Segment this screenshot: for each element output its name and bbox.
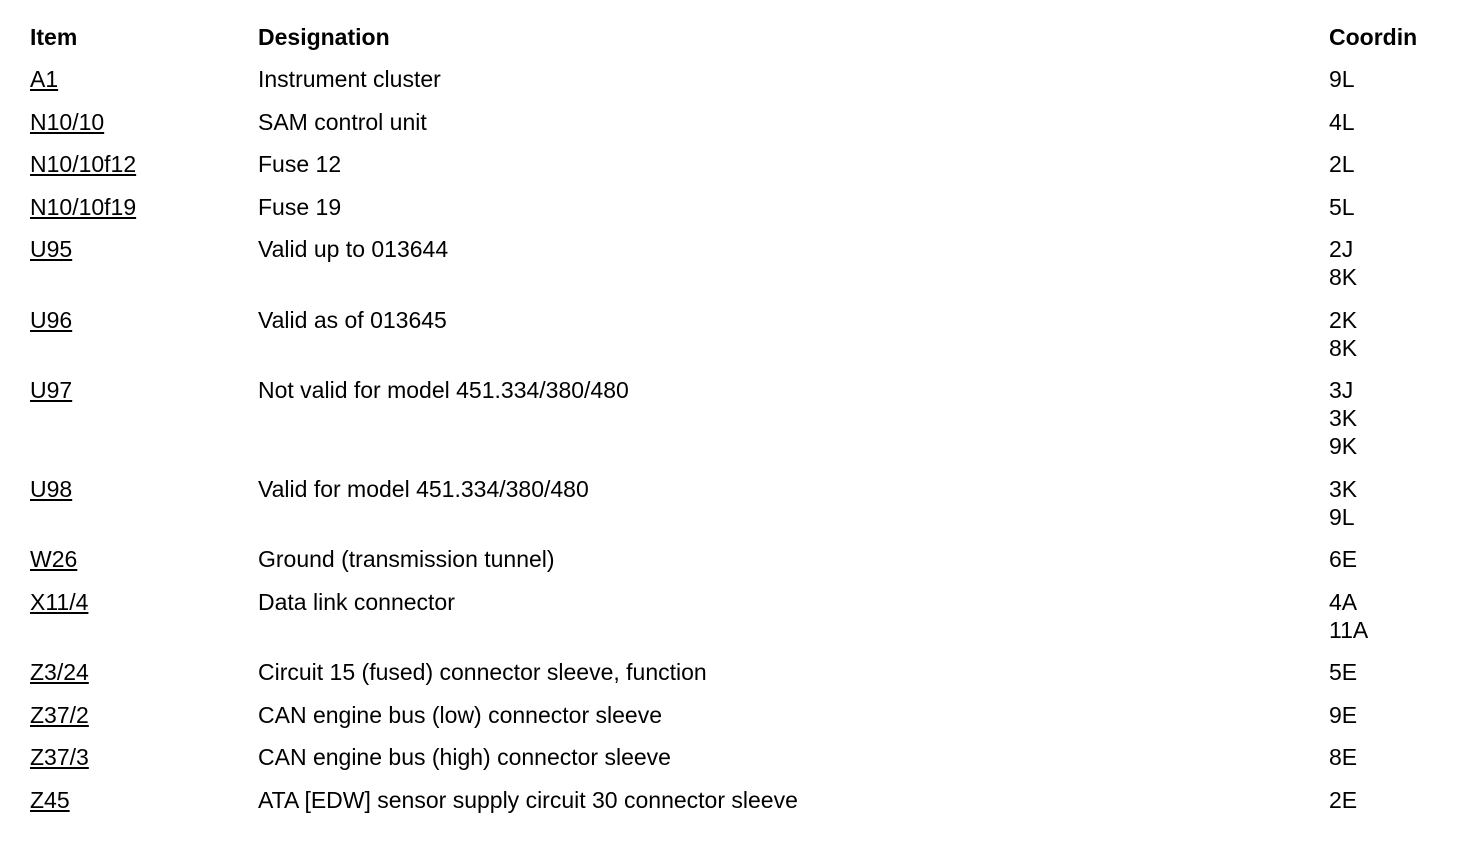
header-designation: Designation <box>258 24 390 50</box>
coordinate-value: 2J <box>1329 236 1354 262</box>
item-link[interactable]: U97 <box>30 377 73 403</box>
coordinates-cell <box>1329 235 1472 306</box>
coordinates-cell <box>1329 588 1472 659</box>
coordinates-cell <box>1329 701 1472 744</box>
table-row <box>30 588 1472 659</box>
coordinate-value: 9K <box>1329 433 1358 459</box>
item-link[interactable]: X11/4 <box>30 588 89 615</box>
item-cell <box>30 150 258 193</box>
designation-cell: Not valid for model 451.334/380/480 <box>258 377 629 403</box>
table-row <box>30 235 1472 306</box>
coordinate-value: 4L <box>1329 108 1355 135</box>
table-row <box>30 701 1472 744</box>
coordinates-cell <box>1329 193 1472 236</box>
item-link[interactable]: N10/10 <box>30 108 105 135</box>
coordinate-value: 9L <box>1329 66 1355 92</box>
table-row <box>30 193 1472 236</box>
item-cell <box>30 475 258 546</box>
designation-cell: ATA [EDW] sensor supply circuit 30 connector sleeve <box>258 786 798 813</box>
table-row <box>30 786 1472 829</box>
coordinate-value: 8E <box>1329 744 1358 770</box>
item-cell <box>30 376 258 475</box>
item-cell <box>30 545 258 588</box>
coordinate-value: 9L <box>1329 503 1355 530</box>
header-coordinates: Coordin <box>1329 24 1418 50</box>
item-cell <box>30 235 258 306</box>
coordinates-cell <box>1329 65 1472 108</box>
item-cell <box>30 65 258 108</box>
table-header <box>30 22 1472 65</box>
designation-cell: CAN engine bus (high) connector sleeve <box>258 744 671 770</box>
coordinate-value: 2E <box>1329 786 1358 813</box>
coordinates-cell <box>1329 545 1472 588</box>
table-row <box>30 658 1472 701</box>
table-row <box>30 545 1472 588</box>
coordinate-value: 2L <box>1329 151 1355 177</box>
designation-cell: Fuse 12 <box>258 151 342 177</box>
item-cell <box>30 743 258 786</box>
item-cell <box>30 701 258 744</box>
item-cell <box>30 193 258 236</box>
item-link[interactable]: N10/10f19 <box>30 193 137 220</box>
item-cell <box>30 108 258 151</box>
coordinate-value: 3J <box>1329 377 1354 403</box>
coordinate-value: 5E <box>1329 659 1358 685</box>
designation-cell: Circuit 15 (fused) connector sleeve, function <box>258 659 707 685</box>
coordinates-cell <box>1329 150 1472 193</box>
table-row <box>30 150 1472 193</box>
coordinate-value: 3K <box>1329 405 1358 431</box>
table-row <box>30 65 1472 108</box>
designation-cell: Valid for model 451.334/380/480 <box>258 475 589 502</box>
item-link[interactable]: W26 <box>30 546 78 572</box>
item-cell <box>30 658 258 701</box>
designation-cell: CAN engine bus (low) connector sleeve <box>258 701 662 728</box>
designation-cell: Valid as of 013645 <box>258 306 447 333</box>
coordinate-value: 6E <box>1329 546 1358 572</box>
coordinate-value: 9E <box>1329 701 1358 728</box>
item-link[interactable]: N10/10f12 <box>30 151 137 177</box>
coordinate-value: 3K <box>1329 475 1358 502</box>
coordinate-value: 4A <box>1329 588 1358 615</box>
item-link[interactable]: A1 <box>30 66 59 92</box>
item-link[interactable]: U95 <box>30 236 73 262</box>
coordinate-value: 2K <box>1329 306 1358 333</box>
coordinates-cell <box>1329 743 1472 786</box>
coordinates-cell <box>1329 475 1472 546</box>
coordinates-cell <box>1329 376 1472 475</box>
header-row <box>30 22 1472 65</box>
header-item: Item <box>30 24 78 50</box>
component-legend-table <box>30 22 1472 828</box>
table-row <box>30 376 1472 475</box>
designation-cell: Instrument cluster <box>258 66 441 92</box>
item-link[interactable]: U96 <box>30 306 73 333</box>
table-row <box>30 475 1472 546</box>
coordinate-value: 11A <box>1329 616 1369 643</box>
item-link[interactable]: Z37/3 <box>30 744 89 770</box>
coordinate-value: 8K <box>1329 334 1358 361</box>
item-link[interactable]: U98 <box>30 475 73 502</box>
item-link[interactable]: Z45 <box>30 786 70 813</box>
designation-cell: Valid up to 013644 <box>258 236 449 262</box>
coordinates-cell <box>1329 658 1472 701</box>
table-row <box>30 306 1472 377</box>
item-link[interactable]: Z37/2 <box>30 701 89 728</box>
designation-cell: SAM control unit <box>258 108 427 135</box>
table-body <box>30 65 1472 828</box>
designation-cell: Ground (transmission tunnel) <box>258 546 555 572</box>
coordinates-cell <box>1329 108 1472 151</box>
item-cell <box>30 588 258 659</box>
table-row <box>30 108 1472 151</box>
table-row <box>30 743 1472 786</box>
item-cell <box>30 306 258 377</box>
coordinate-value: 5L <box>1329 193 1355 220</box>
coordinates-cell <box>1329 306 1472 377</box>
designation-cell: Data link connector <box>258 588 455 615</box>
item-link[interactable]: Z3/24 <box>30 659 89 685</box>
item-cell <box>30 786 258 829</box>
designation-cell: Fuse 19 <box>258 193 342 220</box>
coordinates-cell <box>1329 786 1472 829</box>
coordinate-value: 8K <box>1329 264 1358 290</box>
